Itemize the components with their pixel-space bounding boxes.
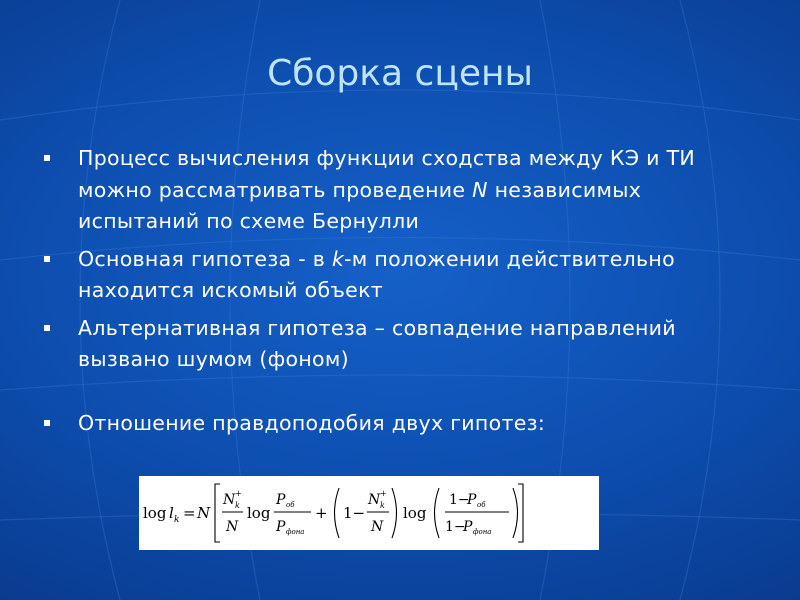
formula-right-paren <box>513 488 518 538</box>
formula-P-den: P <box>276 519 286 535</box>
bullet-text-part: Основная гипотеза - в <box>78 246 332 271</box>
bullet-text <box>78 143 760 238</box>
formula-one-minus-P: 1− <box>445 519 466 535</box>
formula-equals: = <box>183 504 196 522</box>
variable-N: N <box>472 177 488 202</box>
formula-log: log <box>247 504 271 522</box>
formula-sub-ob: об <box>477 501 486 509</box>
formula-Nk-num: N <box>368 492 381 508</box>
bullet-text-part: Процесс вычисления функции сходства между КЭ и ТИ можно рассматривать проведение <box>78 146 696 202</box>
formula-log: log <box>143 504 167 522</box>
bullet-text <box>78 313 760 376</box>
formula-left-bracket <box>215 484 220 542</box>
formula-N: N <box>197 504 211 522</box>
bullet-item-alt-hypothesis <box>40 313 760 376</box>
bullet-text-part: независимых испытаний по схеме Бернулли <box>78 177 642 233</box>
slide-title: Сборка сцены <box>267 53 533 94</box>
formula-P-num: P <box>276 492 286 508</box>
formula-sub-fon: фона <box>473 528 492 536</box>
bullet-marker-icon <box>44 420 50 426</box>
formula-plus: + <box>315 504 328 522</box>
bullet-marker-icon <box>44 256 50 262</box>
bullet-item-likelihood <box>40 408 760 440</box>
formula-left-paren <box>335 488 340 538</box>
formula-P-den: P <box>463 519 473 535</box>
formula-svg <box>139 476 599 550</box>
formula-sub-ob: об <box>286 501 295 509</box>
variable-k: k <box>331 246 345 271</box>
bullet-list <box>40 143 760 439</box>
formula-sub-fon: фона <box>286 528 305 536</box>
bullet-item-process <box>40 143 760 238</box>
bullet-text <box>78 244 760 307</box>
formula-l: l <box>169 504 174 522</box>
formula-Nk-num: N <box>223 492 236 508</box>
formula-one-minus: 1− <box>343 504 366 522</box>
bullet-text-part: Отношение правдоподобия двух гипотез: <box>78 410 546 435</box>
formula-plus-sup: + <box>380 489 387 498</box>
bullet-marker-icon <box>44 155 50 161</box>
formula-one-minus-P: 1− <box>449 492 470 508</box>
formula-k-sub: k <box>380 501 385 510</box>
formula-N-den: N <box>371 519 384 535</box>
formula-k-sub: k <box>174 515 180 525</box>
formula-right-paren <box>392 488 397 538</box>
bullet-marker-icon <box>44 325 50 331</box>
formula-right-bracket <box>518 484 523 542</box>
formula-k-sub: k <box>235 501 240 510</box>
formula-N-den: N <box>226 519 239 535</box>
formula-log: log <box>403 504 427 522</box>
likelihood-ratio-formula <box>139 476 599 550</box>
bullet-text-part: Альтернативная гипотеза – совпадение направлений вызвано шумом (фоном) <box>78 315 676 371</box>
formula-left-paren <box>435 488 440 538</box>
formula-P-num: P <box>467 492 477 508</box>
formula-plus-sup: + <box>235 489 242 498</box>
bullet-text <box>78 408 760 440</box>
bullet-text-part: -м положении действительно находится искомый объект <box>78 246 675 302</box>
bullet-item-main-hypothesis <box>40 244 760 307</box>
